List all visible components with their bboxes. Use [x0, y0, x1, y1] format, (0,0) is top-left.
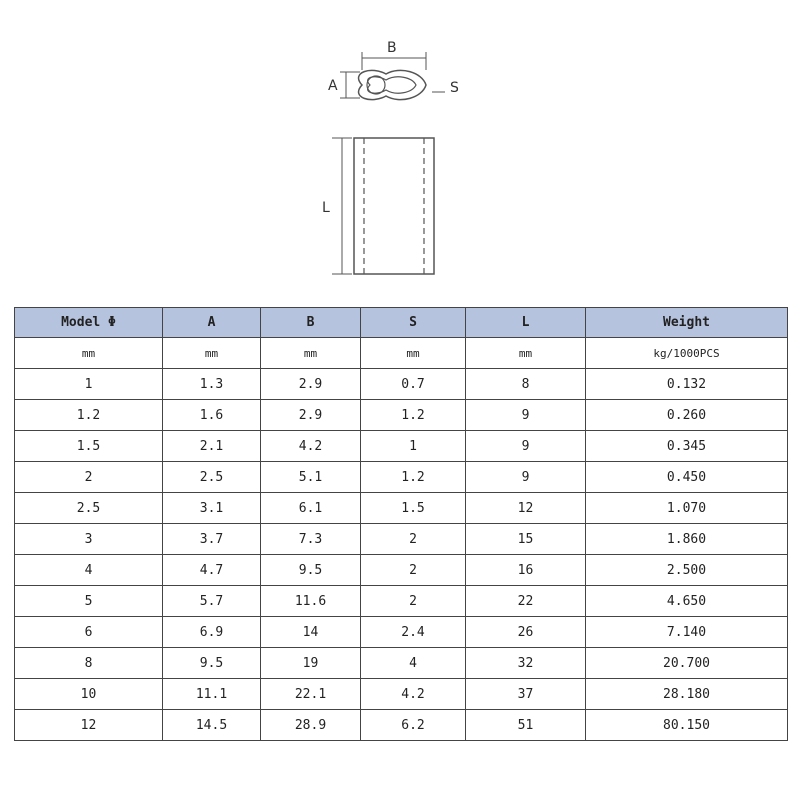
label-a: A — [328, 78, 338, 94]
sleeve-top-view — [359, 70, 426, 99]
table-cell: 9 — [466, 462, 586, 493]
table-row — [15, 679, 788, 710]
table-cell: 4 — [361, 648, 466, 679]
table-cell: 28.9 — [261, 710, 361, 741]
table-cell: 6.2 — [361, 710, 466, 741]
table-cell: 2.4 — [361, 617, 466, 648]
table-cell: 37 — [466, 679, 586, 710]
unit-cell: mm — [466, 338, 586, 369]
table-cell: 0.7 — [361, 369, 466, 400]
table-cell: 2 — [361, 555, 466, 586]
table-cell: 5 — [15, 586, 163, 617]
table-cell: 7.140 — [586, 617, 788, 648]
table-cell: 9 — [466, 431, 586, 462]
spec-table-body — [15, 338, 788, 741]
table-row — [15, 524, 788, 555]
table-cell: 12 — [15, 710, 163, 741]
table-cell: 1 — [361, 431, 466, 462]
table-cell: 14 — [261, 617, 361, 648]
table-cell: 2.5 — [163, 462, 261, 493]
column-header: Weight — [586, 308, 788, 338]
table-cell: 10 — [15, 679, 163, 710]
table-cell: 4.2 — [261, 431, 361, 462]
table-cell: 22.1 — [261, 679, 361, 710]
table-cell: 11.6 — [261, 586, 361, 617]
table-cell: 11.1 — [163, 679, 261, 710]
table-cell: 2.1 — [163, 431, 261, 462]
table-cell: 5.7 — [163, 586, 261, 617]
table-cell: 28.180 — [586, 679, 788, 710]
table-cell: 3 — [15, 524, 163, 555]
dimension-a — [340, 72, 360, 98]
label-s: S — [450, 80, 459, 96]
table-cell: 9 — [466, 400, 586, 431]
table-cell: 2.9 — [261, 369, 361, 400]
table-row — [15, 462, 788, 493]
table-cell: 14.5 — [163, 710, 261, 741]
table-row — [15, 586, 788, 617]
table-cell: 1.2 — [361, 400, 466, 431]
table-cell: 12 — [466, 493, 586, 524]
table-cell: 9.5 — [163, 648, 261, 679]
column-header: L — [466, 308, 586, 338]
table-cell: 6.9 — [163, 617, 261, 648]
column-header: B — [261, 308, 361, 338]
table-cell: 51 — [466, 710, 586, 741]
table-cell: 2.5 — [15, 493, 163, 524]
table-cell: 2 — [15, 462, 163, 493]
table-cell: 6.1 — [261, 493, 361, 524]
table-row — [15, 369, 788, 400]
table-cell: 3.7 — [163, 524, 261, 555]
unit-cell: mm — [15, 338, 163, 369]
table-row — [15, 493, 788, 524]
table-cell: 1.070 — [586, 493, 788, 524]
table-cell: 4.650 — [586, 586, 788, 617]
sleeve-side-view — [354, 138, 434, 274]
table-cell: 0.345 — [586, 431, 788, 462]
table-cell: 1 — [15, 369, 163, 400]
table-cell: 8 — [466, 369, 586, 400]
table-cell: 3.1 — [163, 493, 261, 524]
table-cell: 1.860 — [586, 524, 788, 555]
table-cell: 80.150 — [586, 710, 788, 741]
table-cell: 22 — [466, 586, 586, 617]
table-cell: 4 — [15, 555, 163, 586]
table-cell: 7.3 — [261, 524, 361, 555]
table-cell: 2.9 — [261, 400, 361, 431]
table-row — [15, 431, 788, 462]
table-row — [15, 617, 788, 648]
table-cell: 0.450 — [586, 462, 788, 493]
table-cell: 1.6 — [163, 400, 261, 431]
table-cell: 2 — [361, 524, 466, 555]
table-cell: 16 — [466, 555, 586, 586]
unit-cell: kg/1000PCS — [586, 338, 788, 369]
label-l: L — [322, 200, 330, 216]
unit-cell: mm — [261, 338, 361, 369]
units-row — [15, 338, 788, 369]
table-cell: 4.2 — [361, 679, 466, 710]
table-cell: 1.5 — [361, 493, 466, 524]
table-cell: 0.132 — [586, 369, 788, 400]
table-cell: 8 — [15, 648, 163, 679]
column-header: Model Φ — [15, 308, 163, 338]
table-cell: 1.2 — [361, 462, 466, 493]
table-row — [15, 648, 788, 679]
table-cell: 5.1 — [261, 462, 361, 493]
column-header: S — [361, 308, 466, 338]
column-header: A — [163, 308, 261, 338]
unit-cell: mm — [163, 338, 261, 369]
table-cell: 1.5 — [15, 431, 163, 462]
table-cell: 19 — [261, 648, 361, 679]
table-cell: 0.260 — [586, 400, 788, 431]
table-cell: 1.3 — [163, 369, 261, 400]
table-cell: 2.500 — [586, 555, 788, 586]
table-row — [15, 555, 788, 586]
table-cell: 26 — [466, 617, 586, 648]
sleeve-diagram — [300, 30, 500, 290]
table-cell: 9.5 — [261, 555, 361, 586]
table-cell: 6 — [15, 617, 163, 648]
table-row — [15, 400, 788, 431]
unit-cell: mm — [361, 338, 466, 369]
table-cell: 15 — [466, 524, 586, 555]
table-cell: 20.700 — [586, 648, 788, 679]
table-cell: 32 — [466, 648, 586, 679]
spec-table — [14, 307, 788, 741]
table-row — [15, 710, 788, 741]
table-cell: 4.7 — [163, 555, 261, 586]
label-b: B — [387, 40, 397, 56]
spec-table-header — [15, 308, 788, 338]
table-cell: 2 — [361, 586, 466, 617]
table-cell: 1.2 — [15, 400, 163, 431]
dimension-l — [332, 138, 352, 274]
